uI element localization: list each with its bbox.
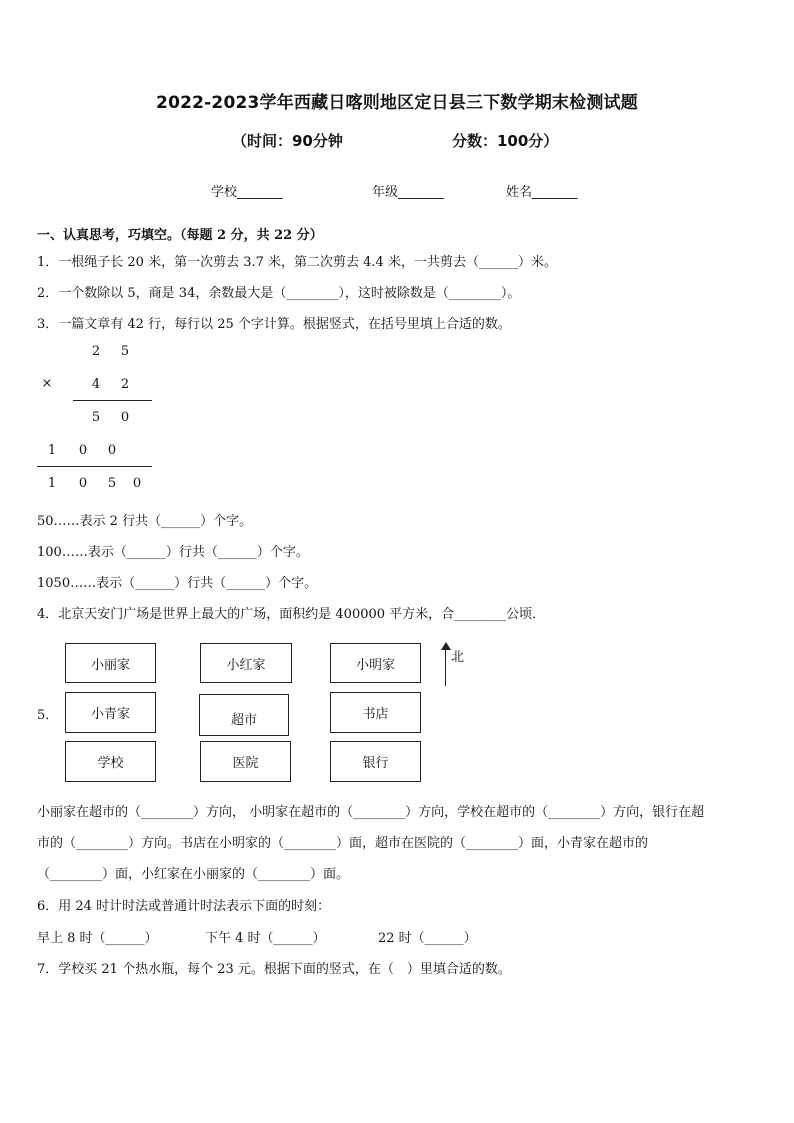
map-box-supermarket: 超市 [199,694,289,736]
north-label: 北 [451,650,465,665]
question-5-label: 5． [37,708,59,723]
north-arrow-shaft [445,648,446,686]
map-box-xiaoli: 小丽家 [65,643,156,683]
page-title: 2022-2023学年西藏日喀则地区定日县三下数学期末检测试题 [156,93,638,113]
digit: 1 [47,476,57,491]
school-field: 学校_______ [211,185,283,200]
question-6: 6．用 24 时计时法或普通计时法表示下面的时刻： [37,899,331,914]
map-box-xiaoming: 小明家 [330,643,421,683]
question-3-line-2: 100……表示（______）行共（______）个字。 [37,545,309,560]
question-2: 2．一个数除以 5，商是 34，余数最大是（________），这时被除数是（________）。 [37,286,521,301]
question-4: 4．北京天安门广场是世界上最大的广场，面积约是 400000 平方米，合________公顷． [37,607,546,622]
question-5-text-2: 市的（________）方向。书店在小明家的（________）面，超市在医院的（________）面，小青家在超市的 [37,836,649,851]
digit: 2 [91,344,101,359]
exam-time: （时间：90分钟 [232,132,343,150]
exam-score: 分数：100分） [452,132,559,150]
question-7: 7．学校买 21 个热水瓶，每个 23 元。根据下面的竖式，在（ ）里填合适的数。 [37,962,511,977]
north-arrow-icon [441,642,451,650]
digit: 0 [78,476,88,491]
map-box-hospital: 医院 [200,741,291,782]
grade-field: 年级_______ [372,185,444,200]
question-5-text-3: （________）面，小红家在小丽家的（________）面。 [37,867,350,882]
digit: 5 [107,476,117,491]
map-box-bank: 银行 [330,741,421,782]
digit: 5 [91,410,101,425]
divider-line [73,400,152,401]
digit: 1 [47,443,57,458]
question-6-item-3: 22 时（______） [378,931,477,946]
digit: 5 [120,344,130,359]
times-sign: × [41,376,53,391]
question-3-line-3: 1050……表示（______）行共（______）个字。 [37,576,318,591]
map-box-bookstore: 书店 [330,692,421,733]
name-field: 姓名_______ [506,185,578,200]
question-1: 1．一根绳子长 20 米，第一次剪去 3.7 米，第二次剪去 4.4 米，一共剪去（______）米。 [37,255,557,270]
question-5-text-1: 小丽家在超市的（________）方向， 小明家在超市的（________）方向，学校在超市的（________）方向，银行在超 [37,805,705,820]
map-box-school: 学校 [65,741,156,782]
digit: 0 [78,443,88,458]
section-heading: 一、认真思考，巧填空。（每题 2 分，共 22 分） [37,228,323,243]
digit: 0 [120,410,130,425]
map-box-xiaohong: 小红家 [200,643,292,683]
digit: 0 [107,443,117,458]
digit: 2 [120,377,130,392]
question-6-item-2: 下午 4 时（______） [205,931,326,946]
map-box-xiaoqing: 小青家 [65,692,156,733]
question-3: 3．一篇文章有 42 行，每行以 25 个字计算。根据竖式，在括号里填上合适的数。 [37,317,511,332]
digit: 0 [132,476,142,491]
divider-line [37,466,152,467]
digit: 4 [91,377,101,392]
question-6-item-1: 早上 8 时（______） [37,931,158,946]
question-3-line-1: 50……表示 2 行共（______）个字。 [37,514,253,529]
